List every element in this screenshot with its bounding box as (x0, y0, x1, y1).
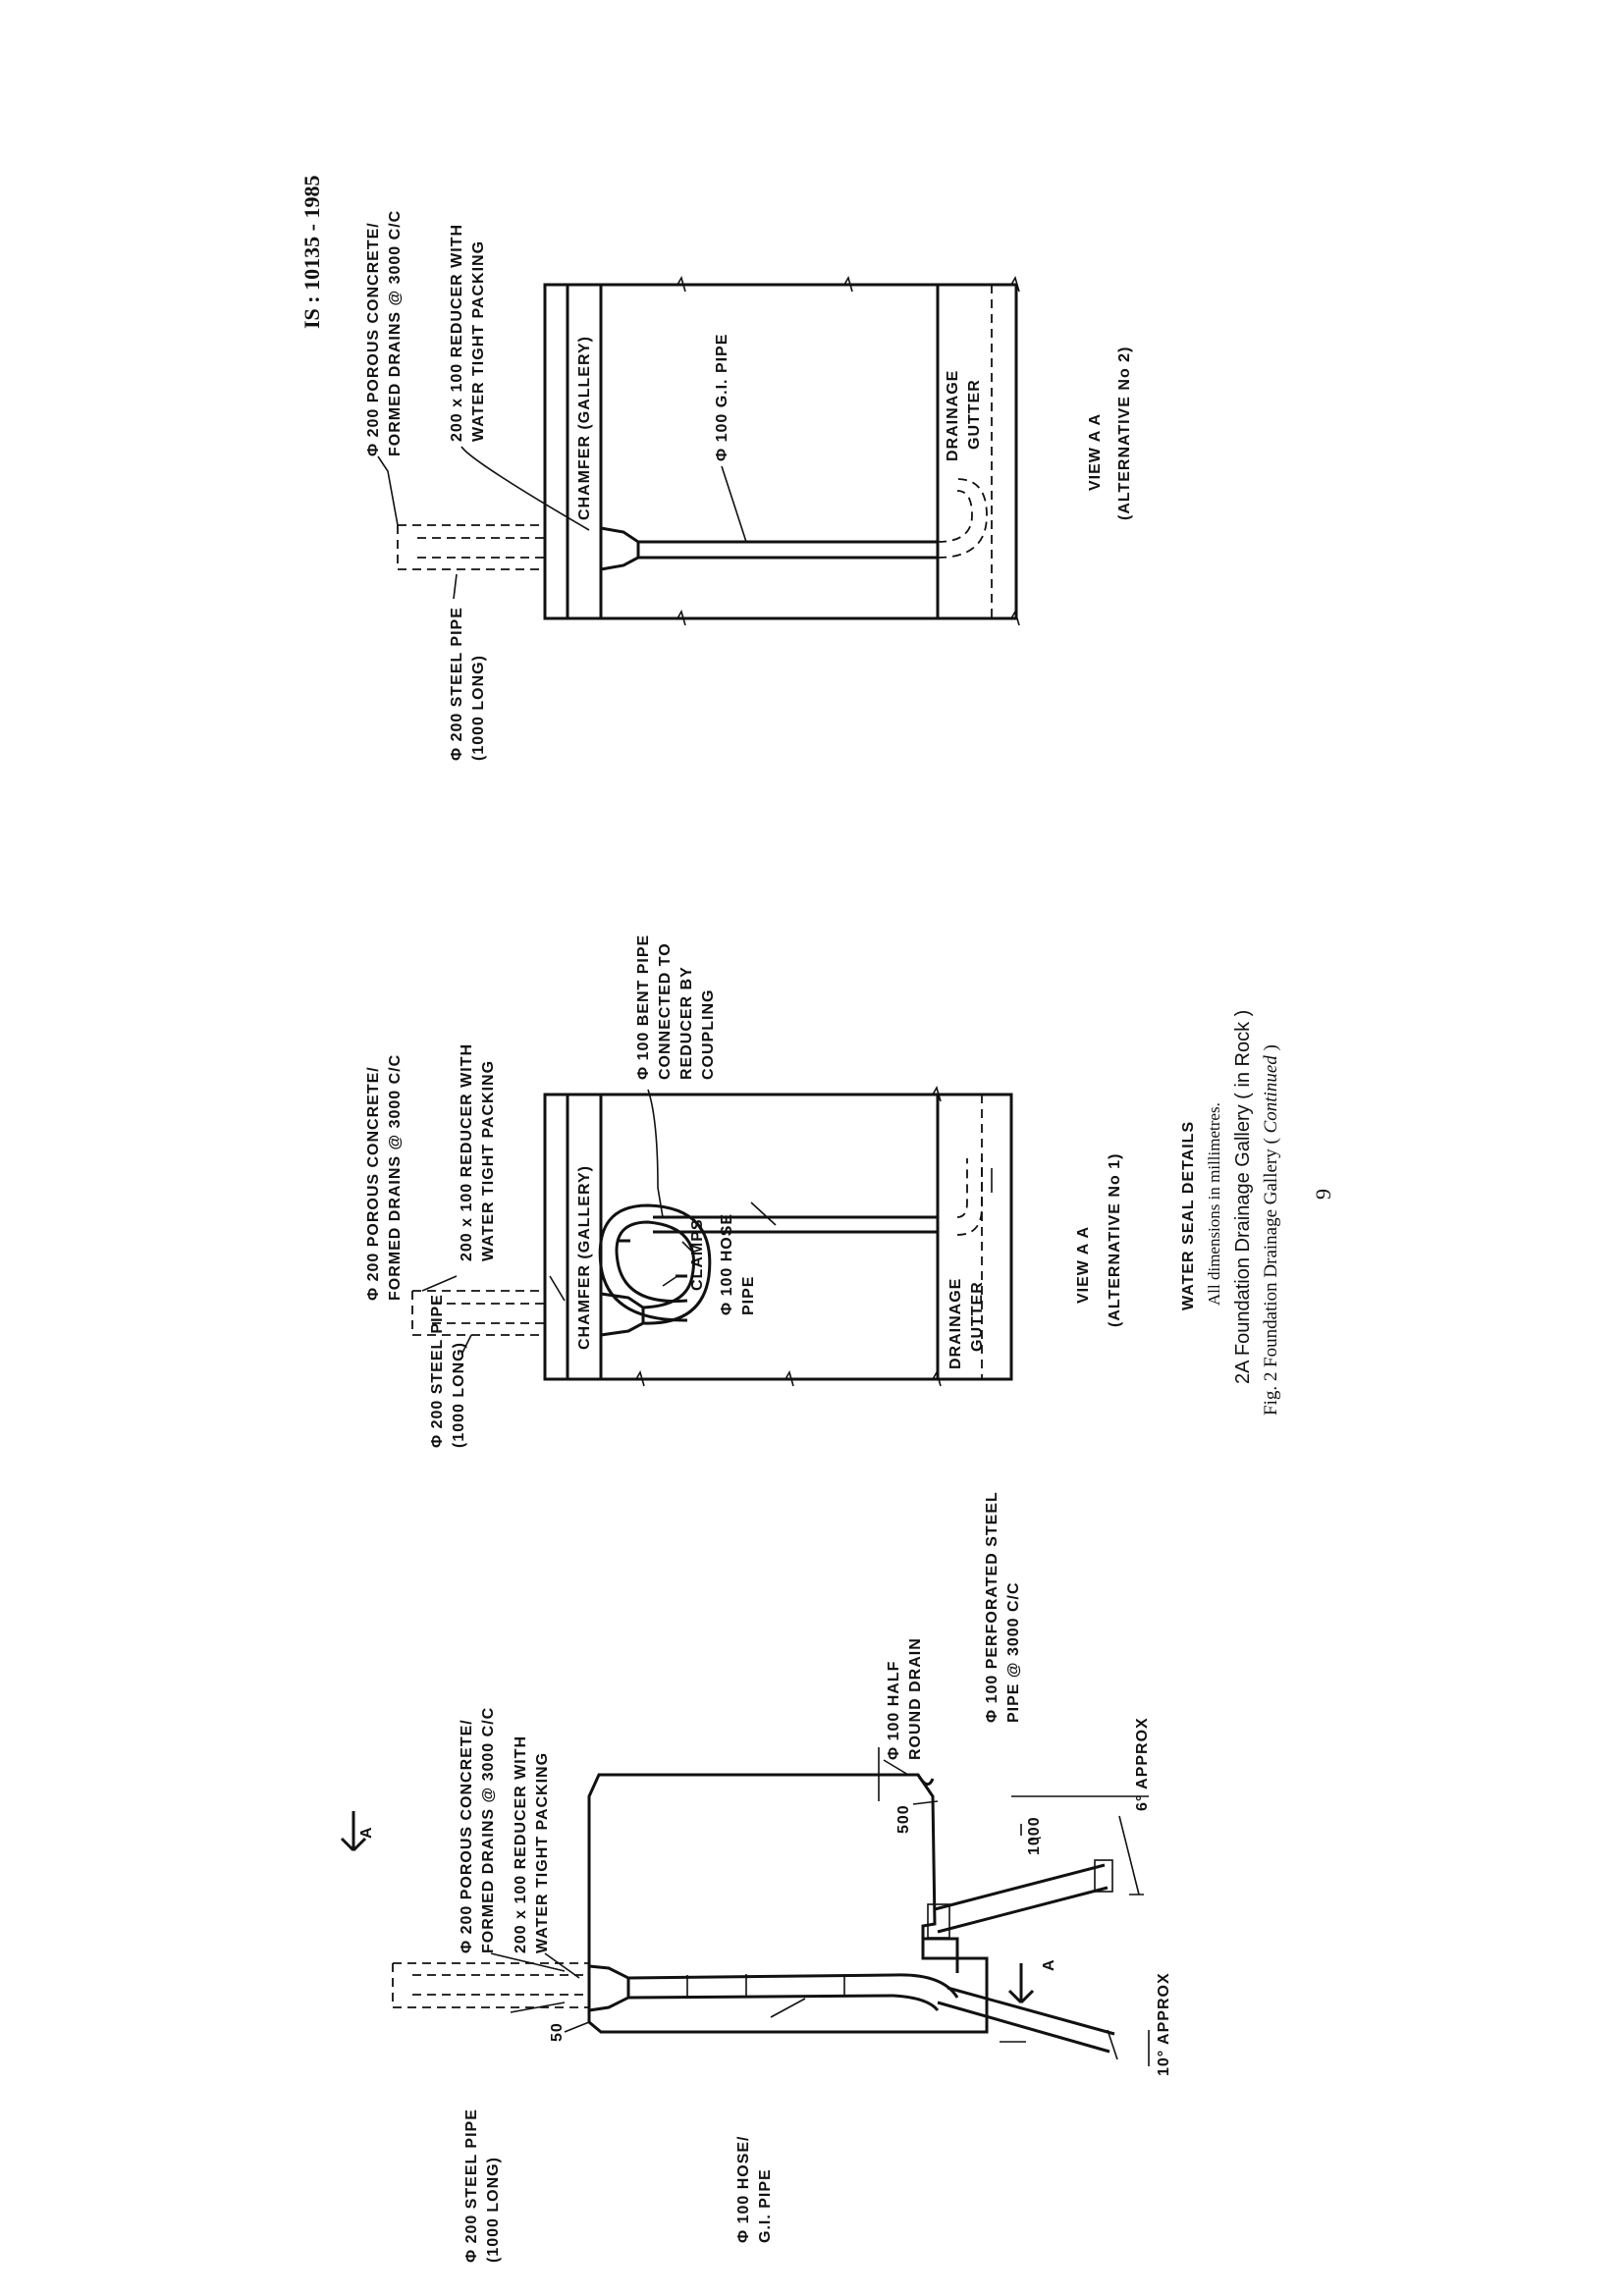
section-label-dim-500: 500 (895, 1804, 912, 1834)
section-label-perforated: Φ 100 PERFORATED STEEL PIPE @ 3000 C/C (984, 1491, 1022, 1723)
alt2-label-steel-pipe: Φ 200 STEEL PIPE (1000 LONG) (449, 607, 487, 761)
standard-number: IS : 10135 - 1985 (299, 175, 324, 329)
section-mark-left-label: A (358, 1826, 375, 1839)
section-mark-right-label: A (1041, 1958, 1057, 1971)
alt1-label-steel-pipe: Φ 200 STEEL PIPE (1000 LONG) (429, 1294, 467, 1448)
section-label-angle-10: 10° APPROX (1156, 1972, 1172, 2076)
caption-subfigure: 2A Foundation Drainage Gallery ( in Rock ) (1232, 1009, 1254, 1384)
alt1-label-clamps: CLAMPS (689, 1218, 706, 1291)
alt1-view-subtitle: (ALTERNATIVE No 1) (1107, 1152, 1123, 1327)
caption-title: WATER SEAL DETAILS (1180, 1120, 1197, 1310)
section-label-hose: Φ 100 HOSE/ G.I. PIPE (735, 2135, 774, 2243)
alt1-view-title: VIEW A A (1075, 1225, 1092, 1304)
alt1-label-hose-pipe: Φ 100 HOSE PIPE (719, 1212, 757, 1315)
section-label-steel-pipe: Φ 200 STEEL PIPE (1000 LONG) (463, 2109, 502, 2263)
alt2-label-chamfer: CHAMFER (GALLERY) (576, 336, 593, 520)
alt1-label-porous-concrete: Φ 200 POROUS CONCRETE/ FORMED DRAINS @ 3000 C/C (365, 1053, 404, 1301)
section-label-half-round: Φ 100 HALF ROUND DRAIN (886, 1637, 924, 1760)
alt1-label-reducer: 200 x 100 REDUCER WITH WATER TIGHT PACKING (459, 1042, 497, 1261)
alt2-view-subtitle: (ALTERNATIVE No 2) (1116, 346, 1133, 520)
section-label-dim-1000: 1000 (1026, 1816, 1043, 1855)
section-label-reducer: 200 x 100 REDUCER WITH WATER TIGHT PACKING (513, 1735, 551, 1953)
section-label-angle-6: 6° APPROX (1134, 1717, 1151, 1811)
caption-figure-title: Fig. 2 Foundation Drainage Gallery ( Continued ) (1261, 1044, 1281, 1415)
caption-units: All dimensions in millimetres. (1205, 1102, 1223, 1306)
alt1-label-bent-pipe: Φ 100 BENT PIPE CONNECTED TO REDUCER BY COUPLING (635, 934, 717, 1080)
alt2-label-gutter: DRAINAGE GUTTER (945, 369, 983, 461)
alt2-label-porous-concrete: Φ 200 POROUS CONCRETE/ FORMED DRAINS @ 3000 C/C (365, 209, 404, 456)
alt2-label-gi-pipe: Φ 100 G.I. PIPE (714, 333, 730, 461)
section-label-porous-concrete: Φ 200 POROUS CONCRETE/ FORMED DRAINS @ 3000 C/C (459, 1706, 497, 1953)
page-number: 9 (1311, 1189, 1335, 1200)
alt2-label-reducer: 200 x 100 REDUCER WITH WATER TIGHT PACKING (449, 223, 487, 442)
alt1-label-gutter: DRAINAGE GUTTER (947, 1277, 986, 1369)
section-label-dim-50: 50 (549, 2022, 566, 2042)
alt2-view-title: VIEW A A (1087, 412, 1104, 491)
alt1-label-chamfer: CHAMFER (GALLERY) (576, 1165, 593, 1350)
